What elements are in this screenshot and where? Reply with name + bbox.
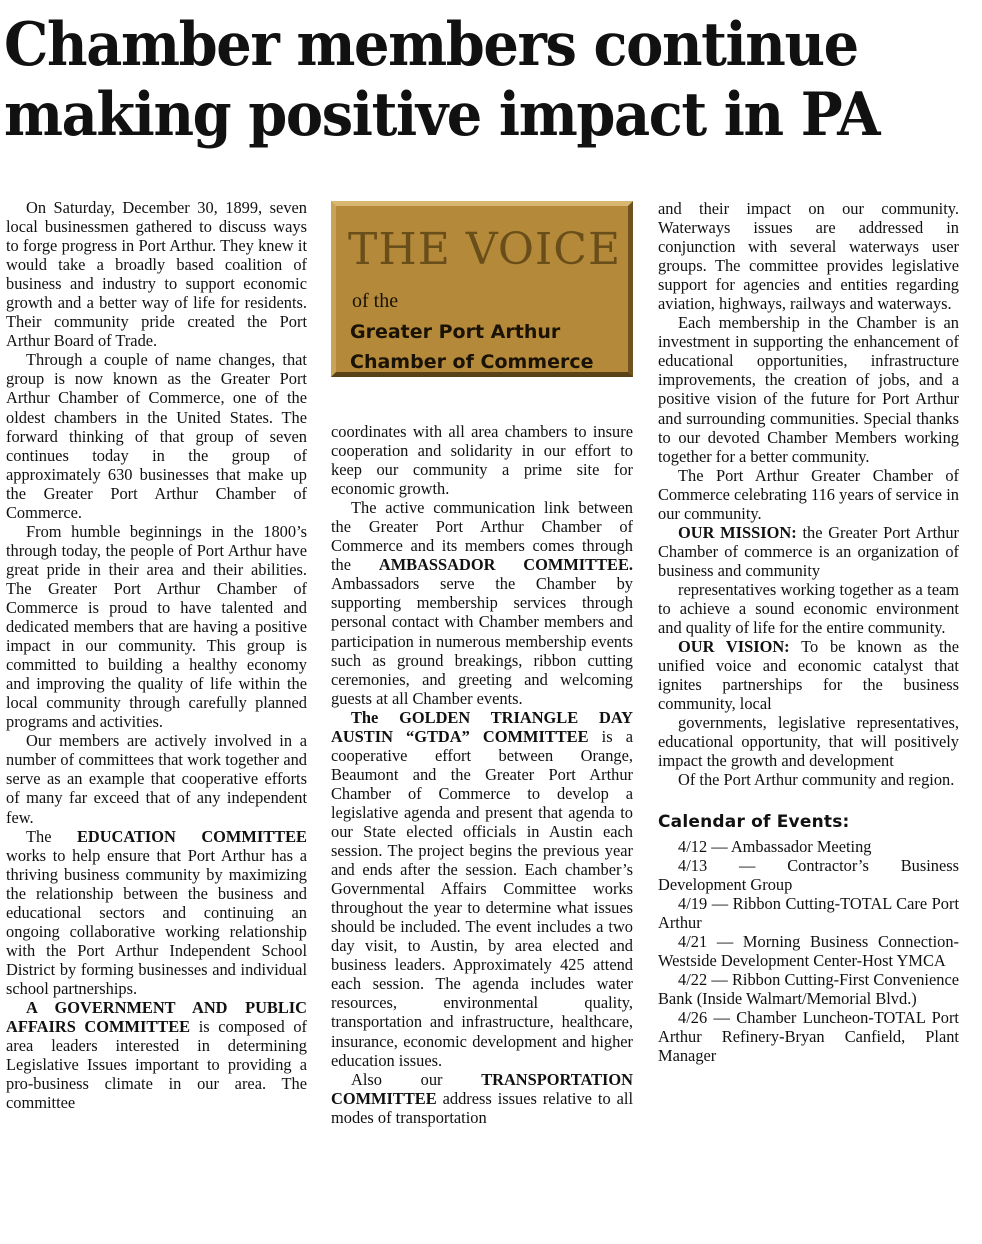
vision-continued-2: Of the Port Arthur community and region.	[678, 770, 955, 790]
committee-name: EDUCATION COMMITTEE	[76, 826, 307, 846]
voice-logo	[331, 201, 633, 377]
committee-name: The GOLDEN TRIANGLE DAY AUSTIN “GTDA” COMMITTEE	[331, 707, 633, 746]
paragraph: Through a couple of name changes, that group is now known as the Greater Port Arthur Chamber of Commerce, one of the oldest chambers in the United States. The forward thinking of that group of seven continues today in the group of approximately 630 businesses that make up the Greater Port Arthur Chamber of Commerce.	[6, 350, 307, 522]
paragraph: coordinates with all area chambers to insure cooperation and solidarity in our effort to keep our community a prime site for economic growth.	[331, 422, 633, 499]
vision-statement	[658, 637, 959, 713]
calendar-events	[658, 837, 959, 1066]
logo-of-the: of the	[352, 290, 399, 312]
text: is a cooperative effort between Orange, Beaumont and the Greater Port Arthur Chamber of Commerce to develop a legislative agenda and present that agenda to our State elected officials in Austin each session. The project begins the previous year and ends after the session. Each chamber’s Governmental Affairs Committee works throughout the year to determine what issues should be included. The event includes a two day visit, to Austin, by area elected and business leaders. Approximately 425 attend each session. The agenda includes water resources, environmental quality, transportation and infrastructure, healthcare, insurance, economic development and higher education issues.	[331, 726, 634, 1070]
calendar-heading: Calendar of Events:	[658, 812, 850, 833]
paragraph: The Port Arthur Greater Chamber of Commerce celebrating 116 years of service in our community.	[658, 465, 959, 523]
text: address issues relative to all modes of transportation	[331, 1088, 633, 1127]
headline	[4, 10, 910, 150]
paragraph: and their impact on our community. Waterways issues are addressed in conjunction with several waterways user groups. The committee provides legislative support for agencies and entities regarding aviation, highways, railways and waterways.	[658, 199, 959, 314]
text: is composed of area leaders interested in determining Legislative Issues important to providing a pro-business climate in our area. The committee	[6, 1017, 307, 1113]
text: The	[26, 826, 77, 846]
paragraph-ambassador-committee	[331, 498, 633, 708]
text: works to help ensure that Port Arthur has a thriving business community by maximizing the relationship between the business and educational sectors and continuing an ongoing collaborative working relationship with the Port Arthur Independent School District by forming businesses and individual school partnerships.	[6, 845, 307, 998]
logo-organization	[350, 317, 594, 377]
vision-label: OUR VISION:	[678, 637, 790, 657]
mission-label: OUR MISSION:	[678, 522, 797, 542]
calendar-event: 4/22 — Ribbon Cutting-First Convenience Bank (Inside Walmart/Memorial Blvd.)	[658, 969, 959, 1008]
paragraph-education-committee	[6, 827, 307, 998]
paragraph-transportation-committee	[331, 1070, 633, 1127]
logo-org-line-1: Greater Port Arthur	[350, 321, 561, 343]
calendar-event: 4/12 — Ambassador Meeting	[678, 836, 872, 856]
paragraph: From humble beginnings in the 1800’s through today, the people of Port Arthur have great pride in their area and their abilities. The Greater Port Arthur Chamber of Commerce is proud to have talented and dedicated members that are having a positive impact in our community. This group is committed to building a healthy economy and improving the quality of life within the local community through carefully planned programs and activities.	[6, 521, 307, 732]
article-column-3	[658, 199, 959, 1065]
headline-line-2: making positive impact in PA	[4, 80, 880, 150]
text: The active communication link between the Greater Port Arthur Chamber of Commerce and its members comes through the	[331, 498, 633, 575]
logo-org-line-2: Chamber of Commerce	[350, 351, 594, 373]
article-column-1	[6, 198, 307, 1112]
mission-statement	[658, 523, 959, 580]
committee-name: TRANSPORTATION COMMITTEE	[331, 1069, 633, 1108]
vision-continued: governments, legislative representatives, educational opportunity, that will positively impact the growth and development	[658, 713, 959, 771]
calendar-event: 4/13 — Contractor’s Business Development Group	[658, 855, 959, 894]
paragraph: On Saturday, December 30, 1899, seven local businessmen gathered to discuss ways to forge progress in Port Arthur. They knew it would take a broadly based coalition of business and industry to support economic growth and a better way of life for residents. Their community pride created the Port Arthur Board of Trade.	[6, 198, 307, 351]
calendar-event: 4/19 — Ribbon Cutting-TOTAL Care Port Arthur	[658, 893, 959, 932]
text: the Greater Port Arthur Chamber of commerce is an organization of business and community	[658, 522, 959, 580]
paragraph-government-committee	[6, 998, 307, 1112]
headline-line-1: Chamber members continue	[4, 10, 858, 80]
article-column-2	[331, 422, 633, 1127]
paragraph-gtda-committee	[331, 708, 633, 1070]
calendar-event: 4/21 — Morning Business Connection-Westside Development Center-Host YMCA	[658, 931, 959, 970]
logo-title: THE VOICE	[348, 224, 622, 275]
text: To be known as the unified voice and economic catalyst that ignites partnerships for the business community, local	[658, 637, 959, 714]
committee-name: A GOVERNMENT AND PUBLIC AFFAIRS COMMITTEE	[6, 997, 307, 1037]
text: Ambassadors serve the Chamber by supporting membership services through personal contact with Chamber members and participation in numerous membership events such as ground breakings, ribbon cutting ceremonies, and greeting and welcoming guests at all Chamber events.	[331, 574, 633, 708]
mission-continued: representatives working together as a team to achieve a sound economic environment and quality of life for the entire community.	[658, 579, 959, 638]
text: Also our	[351, 1069, 482, 1089]
committee-name: AMBASSADOR COMMITTEE.	[378, 555, 633, 575]
paragraph: Each membership in the Chamber is an investment in supporting the enhancement of educational opportunities, infrastructure improvements, the creation of jobs, and a positive vision of the future for Port Arthur and surrounding communities. Special thanks to our devoted Chamber Members working together for a better community.	[658, 313, 959, 466]
calendar-event: 4/26 — Chamber Luncheon-TOTAL Port Arthur Refinery-Bryan Canfield, Plant Manager	[658, 1007, 959, 1066]
paragraph: Our members are actively involved in a number of committees that work together and serve as an example that cooperative efforts of many far exceed that of any independent few.	[6, 731, 307, 827]
